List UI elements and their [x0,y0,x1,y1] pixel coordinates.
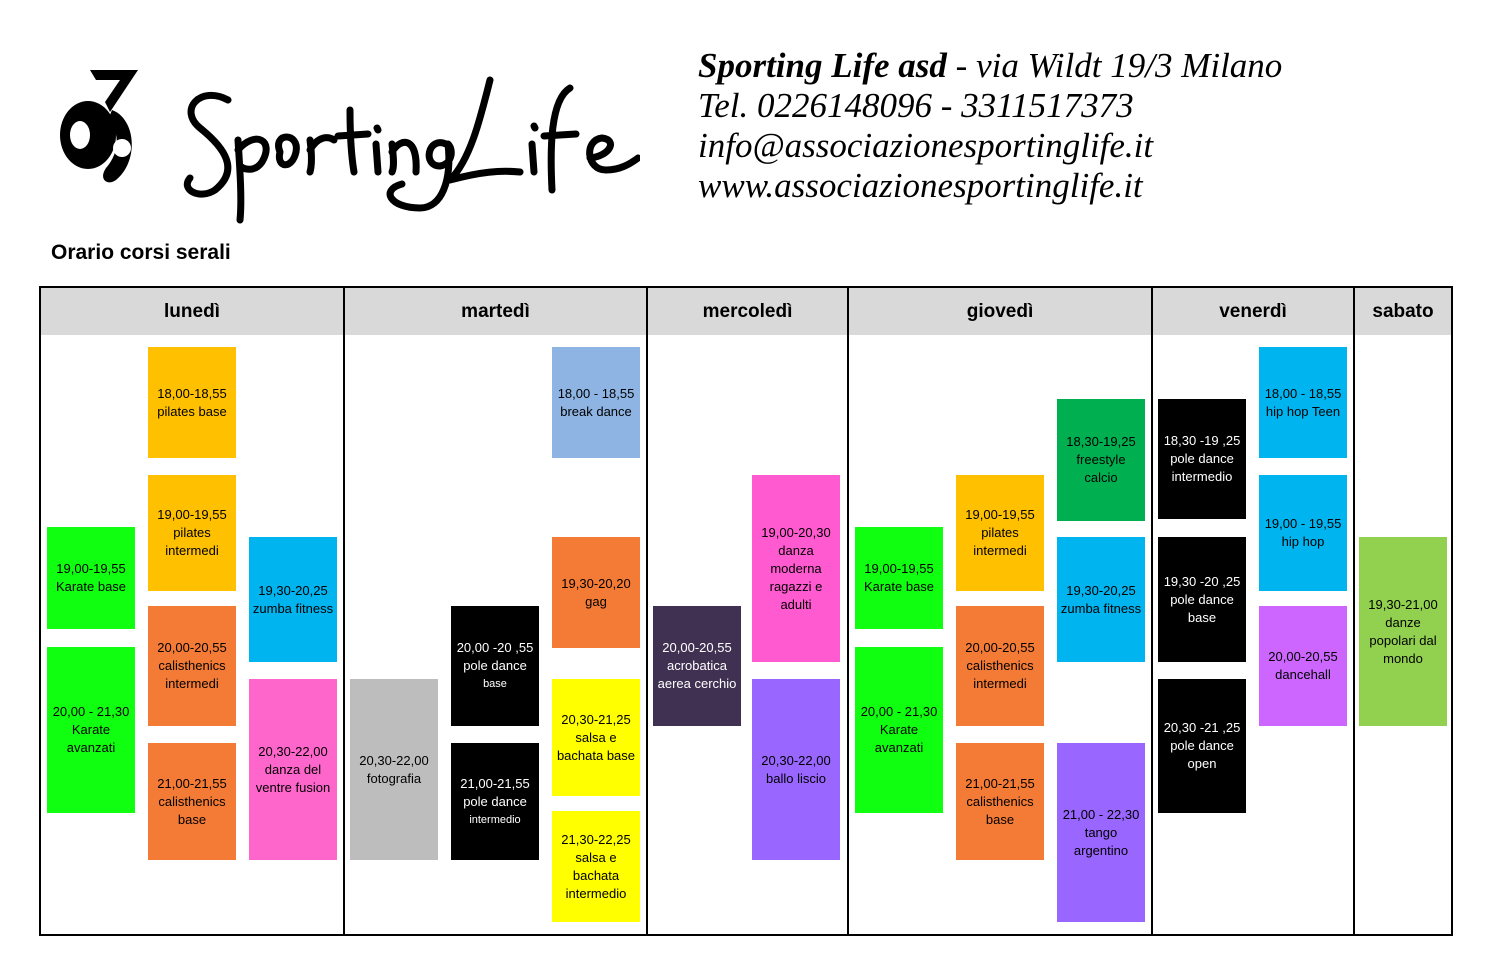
course-time: 19,00 - 19,55 [1264,516,1342,531]
course-card[interactable] [148,475,236,591]
course-card[interactable] [148,606,236,726]
course-name: salsa e bachata intermedio [565,849,627,901]
course-card[interactable] [752,475,840,662]
course-name: zumba fitness [252,600,334,616]
course-time: 21,00-21,55 [157,775,227,791]
course-time: 19,00-20,30 [761,524,831,540]
association-name: Sporting Life asd [698,46,947,85]
email-link[interactable]: info@associazionesportinglife.it [698,126,1154,165]
course-name: Karate avanzati [66,722,116,755]
course-time: 18,30 -19 ,25 [1163,433,1241,448]
course-name: pilates base [157,403,227,419]
day-header-thursday: giovedì [849,288,1151,335]
course-card[interactable] [956,743,1044,860]
course-card[interactable] [653,606,741,726]
day-column-wednesday [648,288,849,934]
website-link[interactable]: www.associazionesportinglife.it [698,166,1143,205]
course-name: calisthenics base [158,793,226,827]
course-name: salsa e bachata base [556,729,636,763]
day-header-friday: venerdì [1153,288,1353,335]
course-name: hip hop Teen [1265,403,1341,419]
course-level: intermedio [469,813,521,826]
course-card[interactable] [451,606,539,726]
course-time: 20,30-22,00 [258,743,328,759]
course-card[interactable] [552,811,640,922]
course-name: pole dance base [1170,591,1234,625]
day-column-friday [1153,288,1355,934]
course-card[interactable] [552,537,640,648]
course-card[interactable] [1057,743,1145,922]
course-name: Karate base [55,579,127,594]
course-name: pole dance intermedio [1170,451,1234,484]
day-header-saturday: sabato [1355,288,1451,335]
course-name: hip hop [1281,534,1325,549]
course-time: 18,30-19,25 [1066,434,1136,449]
course-time: 18,00 - 18,55 [1264,385,1342,401]
course-name: ballo liscio [766,770,826,786]
contact-name-address [698,46,1418,86]
course-time: 21,00 - 22,30 [1062,806,1140,822]
course-card[interactable] [47,527,135,629]
page-title: Orario corsi serali [51,241,231,264]
course-time: 20,00-20,55 [965,640,1035,655]
course-card[interactable] [249,537,337,662]
course-time: 20,00 - 21,30 [860,704,938,719]
course-name: acrobatica aerea cerchio [657,658,737,691]
course-time: 19,00-19,55 [864,561,934,576]
course-card[interactable] [1057,537,1145,662]
course-time: 19,30-20,25 [1066,582,1136,598]
course-card[interactable] [1158,399,1246,519]
course-name: calisthenics base [966,793,1034,827]
course-time: 20,00-20,55 [1268,649,1338,664]
course-time: 20,00 - 21,30 [52,704,130,719]
course-name: freestyle calcio [1076,452,1126,485]
course-time: 19,00-19,55 [965,507,1035,522]
course-card[interactable] [752,679,840,860]
contact-info [698,46,1418,206]
course-time: 20,00-20,55 [157,640,227,655]
course-time: 19,30-20,20 [561,575,631,591]
phone: Tel. 0226148096 - 3311517373 [698,86,1134,125]
course-name: danza del ventre fusion [255,761,331,795]
course-card[interactable] [1259,347,1347,458]
address: - via Wildt 19/3 Milano [946,46,1283,85]
course-time: 19,30-20,25 [258,582,328,598]
course-name: danza moderna ragazzi e adulti [769,542,823,612]
course-time: 19,30-21,00 [1368,596,1438,612]
course-time: 20,30-21,25 [561,711,631,727]
course-name: calisthenics intermedi [158,658,226,691]
day-column-thursday [849,288,1153,934]
course-time: 19,00-19,55 [56,561,126,576]
course-time: 19,00-19,55 [157,507,227,522]
day-header-wednesday: mercoledì [648,288,847,335]
course-card[interactable] [956,606,1044,726]
course-card[interactable] [855,527,943,629]
course-card[interactable] [855,647,943,813]
course-time: 20,00 -20 ,55 [456,640,534,655]
course-card[interactable] [552,347,640,458]
course-name: zumba fitness [1060,600,1142,616]
course-name: pilates intermedi [973,525,1027,558]
course-level: base [483,678,507,690]
course-card[interactable] [956,475,1044,591]
course-name: fotografia [366,770,422,786]
course-name: gag [585,593,607,609]
course-time: 19,30 -20 ,25 [1163,573,1241,589]
course-name: pole dance open [1170,738,1234,771]
course-card[interactable] [451,743,539,860]
course-time: 20,30 -21 ,25 [1163,720,1241,735]
course-card[interactable] [148,347,236,458]
course-time: 20,30-22,00 [761,752,831,768]
course-name: pole dance [463,793,527,809]
day-column-monday [41,288,345,934]
course-card[interactable] [1158,537,1246,662]
course-card[interactable] [1259,475,1347,591]
schedule-table [39,286,1453,936]
course-name: Karate base [863,579,935,594]
course-card[interactable] [1259,606,1347,726]
course-card[interactable] [1158,679,1246,813]
course-time: 18,00-18,55 [157,385,227,401]
day-column-saturday [1355,288,1451,934]
course-card[interactable] [249,679,337,860]
course-card[interactable] [1359,537,1447,726]
course-card[interactable] [1057,399,1145,521]
course-card[interactable] [552,679,640,796]
course-name: calisthenics intermedi [966,658,1034,691]
course-time: 21,00-21,55 [460,775,530,791]
course-time: 18,00 - 18,55 [557,385,635,401]
course-name: danze popolari dal mondo [1369,614,1437,666]
course-name: dancehall [1275,667,1331,682]
course-name: pilates intermedi [165,525,219,558]
day-column-tuesday [345,288,648,934]
course-name: break dance [560,403,632,419]
day-header-monday: lunedì [41,288,343,335]
course-time: 20,00-20,55 [662,640,732,655]
course-name: Karate avanzati [874,722,924,755]
sporting-life-logo [50,40,640,230]
course-card[interactable] [350,679,438,860]
course-time: 20,30-22,00 [359,752,429,768]
day-header-tuesday: martedì [345,288,646,335]
course-time: 21,00-21,55 [965,775,1035,791]
logo-emblem-icon [60,70,138,182]
course-card[interactable] [148,743,236,860]
course-card[interactable] [47,647,135,813]
course-name: tango argentino [1073,824,1129,858]
course-name: pole dance [463,658,527,673]
course-time: 21,30-22,25 [561,831,631,847]
